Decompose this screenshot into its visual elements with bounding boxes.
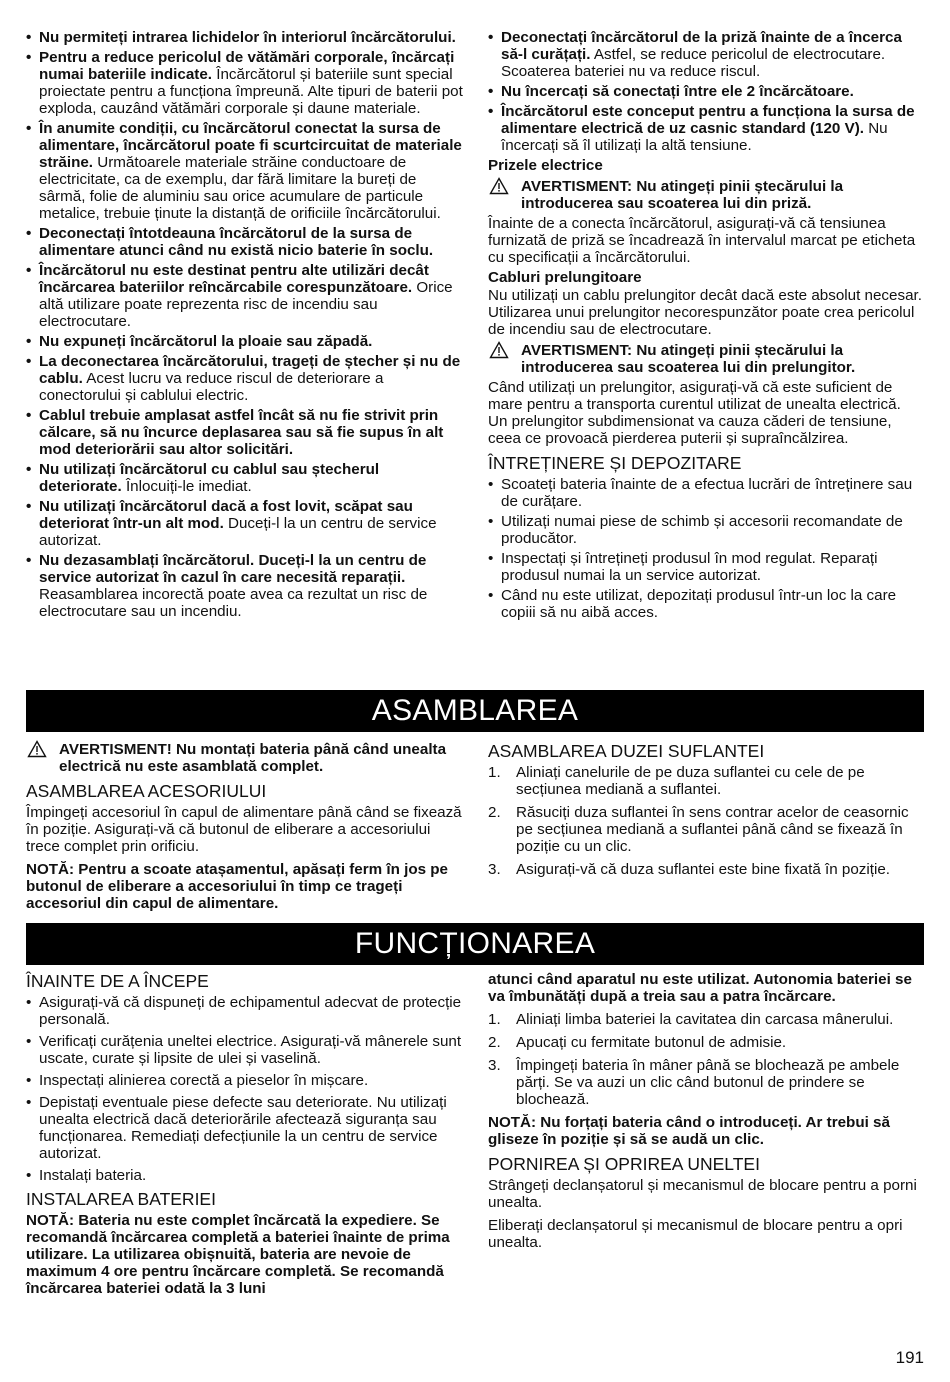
list-item: • Când nu este utilizat, depozitați produsul într-un loc la care copiii să nu aibă acces. [488,587,924,621]
list-item: • Deconectați încărcătorul de la priză înainte de a încerca să-l curățați. Astfel, se reduce pericolul de electrocutare. Scoaterea bateriei nu va reduce riscul. [488,29,924,80]
list-item: • Scoateți bateria înainte de a efectua lucrări de întreținere sau de curățare. [488,476,924,510]
maintenance-heading: ÎNTREȚINERE ȘI DEPOZITARE [488,453,742,473]
assembly-right-column [488,741,924,884]
left-top-column [26,29,463,623]
list-item: 1. Aliniați canelurile de pe duza suflantei cu cele de pe secțiunea mediană a suflantei. [488,764,865,798]
warning-block: AVERTISMENT: Nu atingeți pinii ștecărului la introducerea sau scoaterea lui din prelungitor. [488,342,924,376]
list-item: 1. Aliniați limba bateriei la cavitatea din carcasa mânerului. [488,1011,894,1028]
install-battery-heading: INSTALAREA BATERIEI [26,1189,216,1209]
nozzle-heading: ASAMBLAREA DUZEI SUFLANTEI [488,741,765,761]
accessory-heading: ASAMBLAREA ACESORIULUI [26,781,267,801]
list-item: • La deconectarea încărcătorului, trageți de ștecher și nu de cablu. Acest lucru va reduce riscul de deteriorare a conectorului și cablului electric. [26,353,463,404]
accessory-text: Împingeți accesoriul în capul de alimentare până când se fixează în poziție. Asigurați-vă că butonul de eliberare a accesoriului trece complet prin orificiu. [26,804,462,855]
list-item: • Depistați eventuale piese defecte sau deteriorate. Nu utilizați unealta electrică dacă deteriorările afectează siguranța sau funcționarea. Remediați defecțiunile la un centru de service autorizat. [26,1094,463,1162]
accessory-note: NOTĂ: Pentru a scoate atașamentul, apăsați ferm în jos pe butonul de eliberare a accesoriului în timp ce trageți accesoriul din capul de alimentare. [26,861,448,912]
assembly-section-header: ASAMBLAREA [26,690,924,732]
list-item: • Instalați bateria. [26,1167,463,1184]
nozzle-steps [488,764,924,878]
list-item: 3. Asigurați-vă că duza suflantei este bine fixată în poziție. [488,861,890,878]
prize-heading: Prizele electrice [488,157,603,174]
page-number: 191 [895,1348,924,1367]
warning-triangle-icon [489,177,509,195]
list-item: • Utilizați numai piese de schimb și accesorii recomandate de producător. [488,513,924,547]
list-item: • Pentru a reduce pericolul de vătămări corporale, încărcați numai bateriile indicate. Încărcătorul și bateriile sunt special proiectate pentru a funcționa împreună. Alte tipuri de baterii pot exploda, cauzând vătămări corporale și daune materiale. [26,49,463,117]
cables-heading: Cabluri prelungitoare [488,269,642,286]
warning-triangle-icon [27,740,47,758]
list-item: • În anumite condiții, cu încărcătorul conectat la sursa de alimentare, încărcătorul poate fi scurtcircuitat de materiale străine. Următoarele materiale străine conductoare de electricitate, ca de exemplu, dar fără limitare la bureți de sârmă, folie de aluminiu sau orice acumulare de particule metalice, trebuie ținute la distanță de orificiile încărcătorului. [26,120,463,222]
install-note: NOTĂ: Bateria nu este complet încărcată la expediere. Se recomandă încărcarea completă a bateriei înainte de prima utilizare. La utilizarea obișnuită, bateria are nevoie de maximum 4 ore pentru încărcare completă. Se recomandă încărcarea bateriei odată la 3 luni [26,1212,450,1297]
install-note-continued: atunci când aparatul nu este utilizat. Autonomia bateriei se va îmbunătăți după a treia sau a patra încărcare. [488,971,912,1005]
warning-block: AVERTISMENT: Nu atingeți pinii ștecărului la introducerea sau scoaterea lui din priză. [488,178,924,212]
list-item: 3. Împingeți bateria în mâner până se blochează pe ambele părți. Se va auzi un clic când butonul de prindere se blochează. [488,1057,900,1108]
list-item: • Încărcătorul nu este destinat pentru alte utilizări decât încărcarea bateriilor reîncărcabile corespunzătoare. Orice altă utilizare poate reprezenta risc de incendiu sau electrocutare. [26,262,463,330]
install-note-2: NOTĂ: Nu forțați bateria când o introduceți. Ar trebui să gliseze în poziție și să se audă un clic. [488,1114,890,1148]
start-text: Strângeți declanșatorul și mecanismul de blocare pentru a porni unealta. [488,1177,917,1211]
prize-text: Înainte de a conecta încărcătorul, asigurați-vă că tensiunea furnizată de priză se încadrează în intervalul marcat pe eticheta cu specificații a încărcătorului. [488,215,916,266]
operation-left-column [26,971,463,1300]
list-item: • Nu permiteți intrarea lichidelor în interiorul încărcătorului. [26,29,463,46]
maintenance-list [488,476,924,621]
list-item: • Nu dezasamblați încărcătorul. Duceți-l la un centru de service autorizat în cazul în care necesită reparații. Reasamblarea incorectă poate avea ca rezultat un risc de electrocutare sau un incendiu. [26,552,463,620]
list-item: • Inspectați alinierea corectă a pieselor în mișcare. [26,1072,463,1089]
list-item: • Asigurați-vă că dispuneți de echipamentul adecvat de protecție personală. [26,994,463,1028]
list-item: • Încărcătorul este conceput pentru a funcționa la sursa de alimentare electrică de uz casnic standard (120 V). Nu încercați să îl utilizați la altă tensiune. [488,103,924,154]
start-stop-heading: PORNIREA ȘI OPRIREA UNELTEI [488,1154,760,1174]
assembly-left-column [26,741,463,915]
list-item: • Inspectați și întrețineți produsul în mod regulat. Reparați produsul numai la un service autorizat. [488,550,924,584]
right-top-column [488,29,924,624]
list-item: • Nu utilizați încărcătorul cu cablul sau ștecherul deteriorate. Înlocuiți-le imediat. [26,461,463,495]
before-start-list [26,994,463,1184]
list-item: • Cablul trebuie amplasat astfel încât să nu fie strivit prin călcare, să nu încurce deplasarea sau să fie supus în alt mod deteriorării sau altor solicitări. [26,407,463,458]
charger-safety-list-cont [488,29,924,154]
cables-text: Nu utilizați un cablu prelungitor decât dacă este absolut necesar. Utilizarea unui prelungitor necorespunzător poate crea pericolul de incendiu sau de electrocutare. [488,287,922,338]
stop-text: Eliberați declanșatorul și mecanismul de blocare pentru a opri unealta. [488,1217,903,1251]
list-item: • Nu expuneți încărcătorul la ploaie sau zăpadă. [26,333,463,350]
warning-triangle-icon [489,341,509,359]
operation-right-column [488,971,924,1254]
charger-safety-list [26,29,463,620]
list-item: 2. Apucați cu fermitate butonul de admisie. [488,1034,787,1051]
install-steps [488,1011,924,1108]
list-item: • Nu utilizați încărcătorul dacă a fost lovit, scăpat sau deteriorat într-un alt mod. Duceți-l la un centru de service autorizat. [26,498,463,549]
list-item: 2. Răsuciți duza suflantei în sens contrar acelor de ceasornic pe secțiunea mediană a suflantei până când se fixează în poziție cu un clic. [488,804,909,855]
list-item: • Nu încercați să conectați între ele 2 încărcătoare. [488,83,924,100]
warning-block: AVERTISMENT! Nu montați bateria până când unealta electrică nu este asamblată complet. [26,741,463,775]
extension-text: Când utilizați un prelungitor, asigurați-vă că este suficient de mare pentru a transporta curentul utilizat de unealta electrică. Un prelungitor subdimensionat va cauza căderi de tensiune, ceea ce provoacă pierderea puterii și supraîncălzirea. [488,379,901,447]
operation-section-header: FUNCȚIONAREA [26,923,924,965]
before-start-heading: ÎNAINTE DE A ÎNCEPE [26,971,209,991]
list-item: • Deconectați întotdeauna încărcătorul de la sursa de alimentare atunci când nu există nicio baterie în soclu. [26,225,463,259]
list-item: • Verificați curățenia uneltei electrice. Asigurați-vă mânerele sunt uscate, curate și lipsite de ulei și vaselină. [26,1033,463,1067]
